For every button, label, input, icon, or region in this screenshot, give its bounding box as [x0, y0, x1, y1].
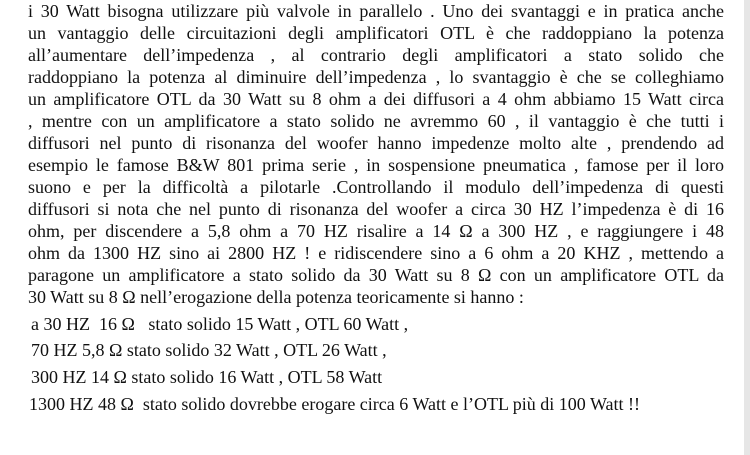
paragraph-line: un amplificatore OTL da 30 Watt su 8 ohm a dei diffusori a 4 ohm abbiamo 15 Watt circa [28, 89, 724, 109]
list-item: 70 HZ 5,8 Ω stato solido 32 Watt , OTL 26 Watt , [31, 340, 387, 360]
list-item: 1300 HZ 48 Ω stato solido dovrebbe erogare circa 6 Watt e l’OTL più di 100 Watt !! [29, 394, 640, 414]
paragraph-line: all’aumentare dell’impedenza , al contrario degli amplificatori a stato solido che [28, 45, 724, 65]
list-item: a 30 HZ 16 Ω stato solido 15 Watt , OTL 60 Watt , [31, 314, 409, 334]
paragraph-line: esempio le famose B&W 801 prima serie , in sospensione pneumatica , famose per il loro [28, 155, 724, 175]
paragraph-line: ohm, per discendere a 5,8 ohm a 70 HZ risalire a 14 Ω a 300 HZ , e raggiungere i 48 [28, 221, 724, 241]
page-edge [744, 0, 750, 455]
paragraph-line: ohm da 1300 HZ sino ai 2800 HZ ! e ridiscendere sino a 6 ohm a 20 KHZ , mettendo a [28, 243, 724, 263]
paragraph-line: paragone un amplificatore a stato solido da 30 Watt su 8 Ω con un amplificatore OTL da [28, 265, 724, 285]
paragraph-line: un vantaggio delle circuitazioni degli amplificatori OTL è che raddoppiano la potenza [28, 23, 724, 43]
paragraph-line: raddoppiano la potenza al diminuire dell’impedenza , lo svantaggio è che se colleghiamo [28, 67, 724, 87]
paragraph-line: i 30 Watt bisogna utilizzare più valvole in parallelo . Uno dei svantaggi e in pratica anche [28, 1, 724, 21]
paragraph-line: diffusori nel punto di risonanza del woofer hanno impedenze molto alte , prendendo ad [28, 133, 724, 153]
paragraph-line: , mentre con un amplificatore a stato solido ne avremmo 60 , il vantaggio è che tutti i [28, 111, 724, 131]
paragraph-line: 30 Watt su 8 Ω nell’erogazione della potenza teoricamente si hanno : [28, 287, 524, 307]
paragraph-line: diffusori si nota che nel punto di risonanza del woofer a circa 30 HZ l’impedenza è di 16 [28, 199, 724, 219]
paragraph-line: suono e per la difficoltà a pilotarle .Controllando il modulo dell’impedenza di questi [28, 177, 724, 197]
list-item: 300 HZ 14 Ω stato solido 16 Watt , OTL 58 Watt [31, 367, 383, 387]
